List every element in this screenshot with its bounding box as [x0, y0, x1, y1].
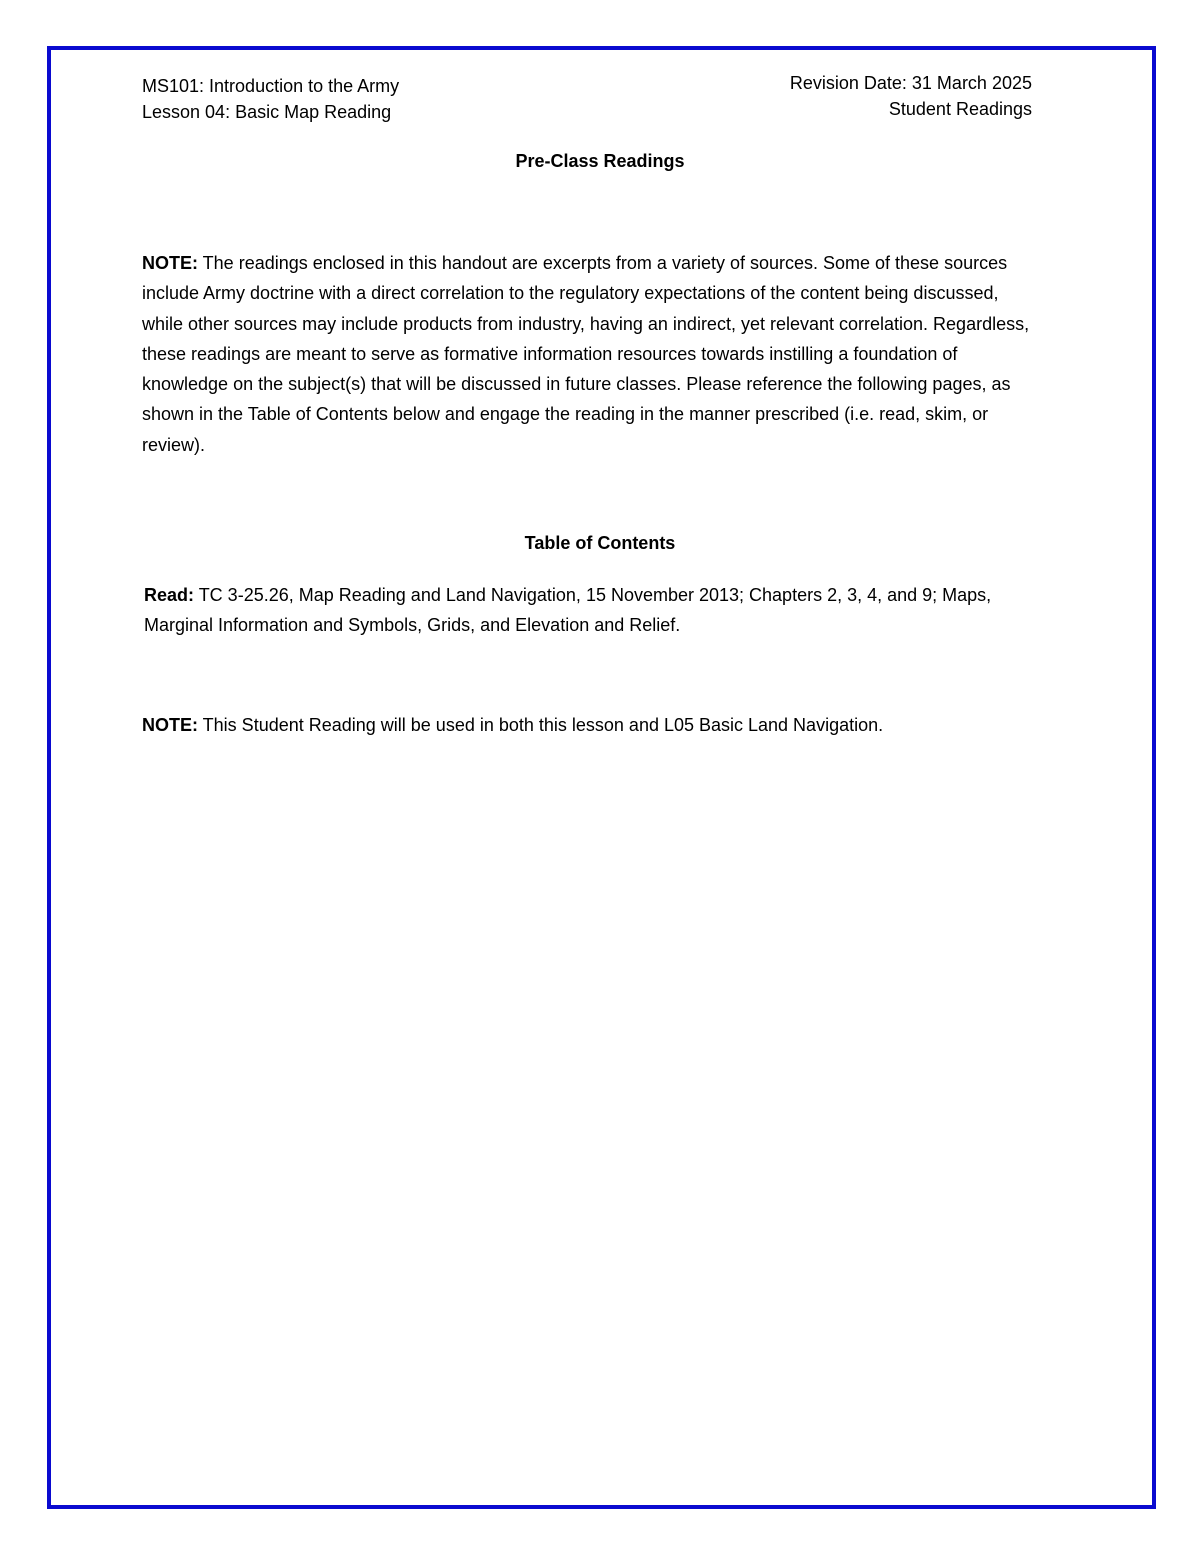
revision-date: Revision Date: 31 March 2025	[789, 73, 1032, 93]
lesson-title: Lesson 04: Basic Map Reading	[142, 102, 392, 122]
footer-note-paragraph	[142, 710, 1042, 740]
footer-note-label: NOTE:	[142, 715, 198, 735]
intro-note-paragraph	[142, 248, 1042, 460]
toc-read-paragraph	[144, 580, 1044, 641]
header-right	[790, 70, 1032, 122]
read-text: TC 3-25.26, Map Reading and Land Navigation, 15 November 2013; Chapters 2, 3, 4, and 9; Maps, Marginal Information and Symbols, Grids, and Elevation and Relief.	[144, 585, 992, 636]
intro-note-label: NOTE:	[142, 253, 198, 273]
toc-heading: Table of Contents	[524, 533, 676, 553]
intro-note-text: The readings enclosed in this handout are excerpts from a variety of sources. Some of these sources include Army doctrine with a direct correlation to the regulatory expectations of the content being discussed, while other sources may include products from industry, having an indirect, yet relevant correlation. Regardless, these readings are meant to serve as formative information resources towards instilling a foundation of knowledge on the subject(s) that will be discussed in future classes. Please reference the following pages, as shown in the Table of Contents below and engage the reading in the manner prescribed (i.e. read, skim, or review).	[142, 253, 1030, 455]
document-type: Student Readings	[888, 99, 1032, 119]
footer-note-text: This Student Reading will be used in both this lesson and L05 Basic Land Navigation.	[198, 715, 884, 735]
read-label: Read:	[144, 585, 195, 605]
header-left	[142, 73, 399, 125]
preclass-heading: Pre-Class Readings	[515, 151, 685, 171]
course-title: MS101: Introduction to the Army	[142, 76, 400, 96]
